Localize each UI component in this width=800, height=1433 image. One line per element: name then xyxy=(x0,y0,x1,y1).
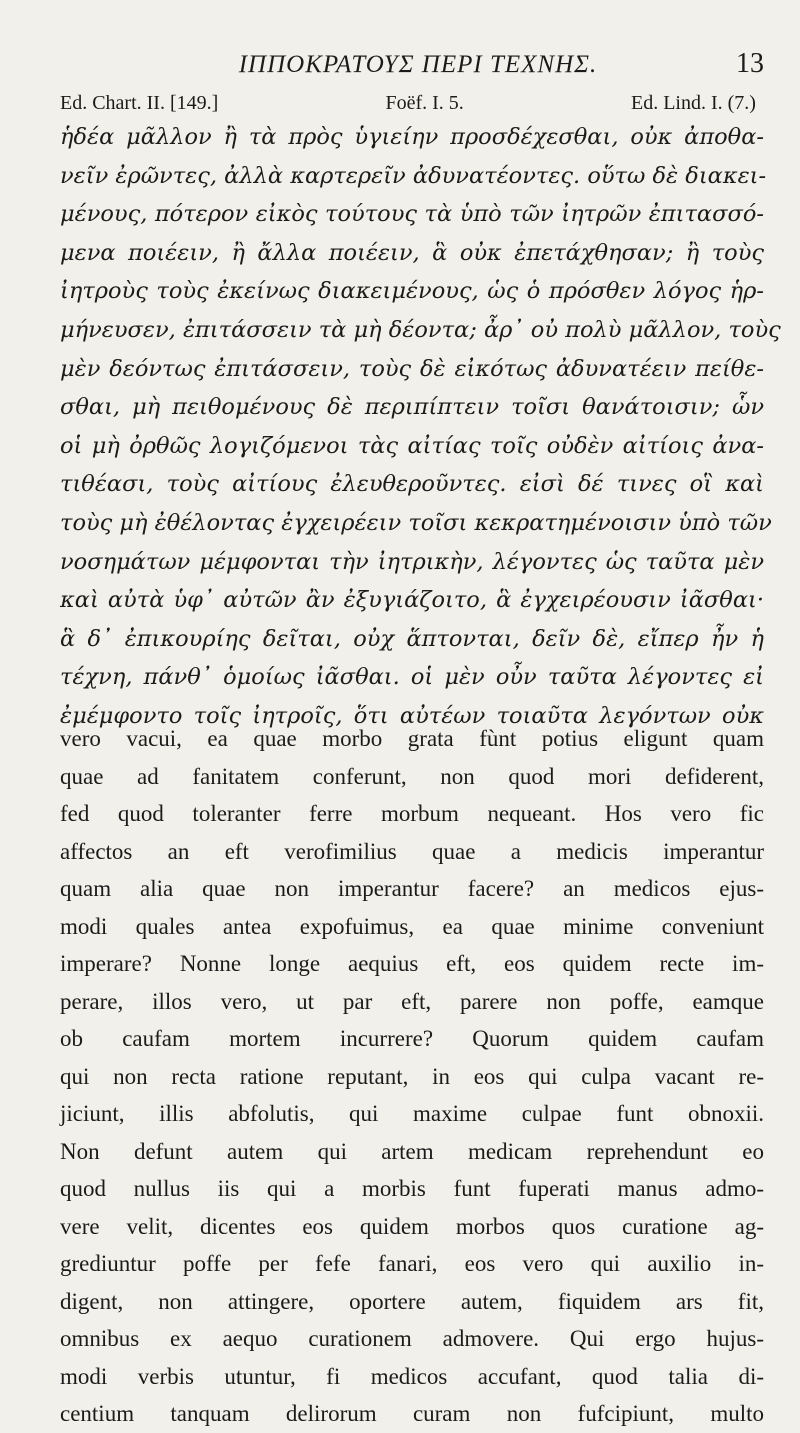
greek-text-line: σθαι, μὴ πειθομένους δὲ περιπίπτειν τοῖσι θανάτοισιν; ὧν xyxy=(60,394,764,421)
latin-text-line: omnibus ex aequo curationem admovere. Qui ergo hujus- xyxy=(60,1326,764,1351)
latin-text-line: imperare? Nonne longe aequius eft, eos quidem recte im- xyxy=(60,951,764,976)
latin-text-line: grediuntur poffe per fefe fanari, eos vero qui auxilio in- xyxy=(60,1251,764,1276)
greek-text-line: μένους, πότερον εἰκὸς τούτους τὰ ὑπὸ τῶν ἰητρῶν ἐπιτασσό- xyxy=(60,201,764,228)
latin-text-line: vero vacui, ea quae morbo grata fùnt potius eligunt quam xyxy=(60,726,764,751)
latin-text-line: modi quales antea expofuimus, ea quae minime conveniunt xyxy=(60,913,764,939)
latin-text-line: ob caufam mortem incurrere? Quorum quidem caufam xyxy=(60,1026,764,1051)
latin-text-line: fed quod toleranter ferre morbum nequeant. Hos vero fic xyxy=(60,801,764,826)
greek-text-line: ἰητροὺς τοὺς ἐκείνως διακειμένους, ὡς ὁ πρόσθεν λόγος ἡρ- xyxy=(60,278,764,305)
latin-text-line: quae ad fanitatem conferunt, non quod mori defiderent, xyxy=(60,763,764,789)
greek-text-line: καὶ αὐτὰ ὑφ᾽ αὐτῶν ἂν ἐξυγιάζοιτο, ἃ ἐγχειρέουσιν ἰᾶσθαι· xyxy=(60,587,764,614)
edition-linden: Ed. Lind. I. (7.) xyxy=(631,92,756,114)
latin-translation-block xyxy=(60,720,764,1433)
latin-text-line: qui non recta ratione reputant, in eos qui culpa vacant re- xyxy=(60,1063,764,1089)
latin-text-line: quam alia quae non imperantur facere? an medicos ejus- xyxy=(60,876,764,901)
greek-text-line: μὲν δεόντως ἐπιτάσσειν, τοὺς δὲ εἰκότως ἀδυνατέειν πείθε- xyxy=(60,355,764,382)
greek-text-line: ἡδέα μᾶλλον ἢ τὰ πρὸς ὑγιείην προσδέχεσθαι, οὐκ ἀποθα- xyxy=(60,124,764,150)
greek-text-line: μήνευσεν, ἐπιτάσσειν τὰ μὴ δέοντα; ἆρ᾽ οὐ πολὺ μᾶλλον, τοὺς xyxy=(60,316,781,343)
greek-text-line: τιθέασι, τοὺς αἰτίους ἐλευθεροῦντες. εἰσὶ δέ τινες οἳ καὶ xyxy=(60,471,764,498)
latin-text-line: perare, illos vero, ut par eft, parere non poffe, eamque xyxy=(60,988,764,1014)
greek-text-line: τοὺς μὴ ἐθέλοντας ἐγχειρέειν τοῖσι κεκρατημένοισιν ὑπὸ τῶν xyxy=(60,509,772,536)
edition-chartier: Ed. Chart. II. [149.] xyxy=(60,92,219,114)
greek-text-line: οἱ μὴ ὀρθῶς λογιζόμενοι τὰς αἰτίας τοῖς οὐδὲν αἰτίοις ἀνα- xyxy=(60,432,764,459)
latin-text-line: affectos an eft verofimilius quae a medicis imperantur xyxy=(60,838,764,864)
greek-text-line: ἐμέμφοντο τοῖς ἰητροῖς, ὅτι αὐτέων τοιαῦτα λεγόντων οὐκ xyxy=(60,702,764,729)
running-head xyxy=(60,48,764,88)
edition-foesius: Foëf. I. 5. xyxy=(385,92,464,114)
latin-text-line: quod nullus iis qui a morbis funt fuperati manus admo- xyxy=(60,1176,764,1201)
greek-text-line: ἃ δ᾽ ἐπικουρίης δεῖται, οὐχ ἅπτονται, δεῖν δὲ, εἴπερ ἦν ἡ xyxy=(60,625,764,652)
latin-text-line: vere velit, dicentes eos quidem morbos quos curatione ag- xyxy=(60,1213,764,1239)
greek-text-line: νεῖν ἐρῶντες, ἀλλὰ καρτερεῖν ἀδυνατέοντες. οὕτω δὲ διακει- xyxy=(60,162,767,189)
greek-text-block xyxy=(60,118,781,736)
latin-text-line: centium tanquam delirorum curam non fufcipiunt, multo xyxy=(60,1401,764,1426)
greek-text-line: νοσημάτων μέμφονται τὴν ἰητρικὴν, λέγοντες ὡς ταῦτα μὲν xyxy=(60,548,764,575)
edition-references xyxy=(60,92,764,118)
latin-text-line: modi verbis utuntur, fi medicos accufant, quod talia di- xyxy=(60,1363,764,1389)
latin-text-line: jiciunt, illis abfolutis, qui maxime culpae funt obnoxii. xyxy=(60,1101,764,1126)
greek-text-line: τέχνη, πάνθ᾽ ὁμοίως ἰᾶσθαι. οἱ μὲν οὖν ταῦτα λέγοντες εἰ xyxy=(60,664,764,691)
page-number: 13 xyxy=(736,48,764,79)
greek-text-line: μενα ποιέειν, ἢ ἄλλα ποιέειν, ἃ οὐκ ἐπετάχθησαν; ἢ τοὺς xyxy=(60,239,764,266)
latin-text-line: digent, non attingere, oportere autem, fiquidem ars fit, xyxy=(60,1288,764,1314)
latin-text-line: Non defunt autem qui artem medicam reprehendunt eo xyxy=(60,1138,764,1164)
running-head-title: ΙΠΠΟΚΡΑΤΟΥΣ ΠΕΡΙ ΤΕΧΝΗΣ. xyxy=(238,51,598,78)
